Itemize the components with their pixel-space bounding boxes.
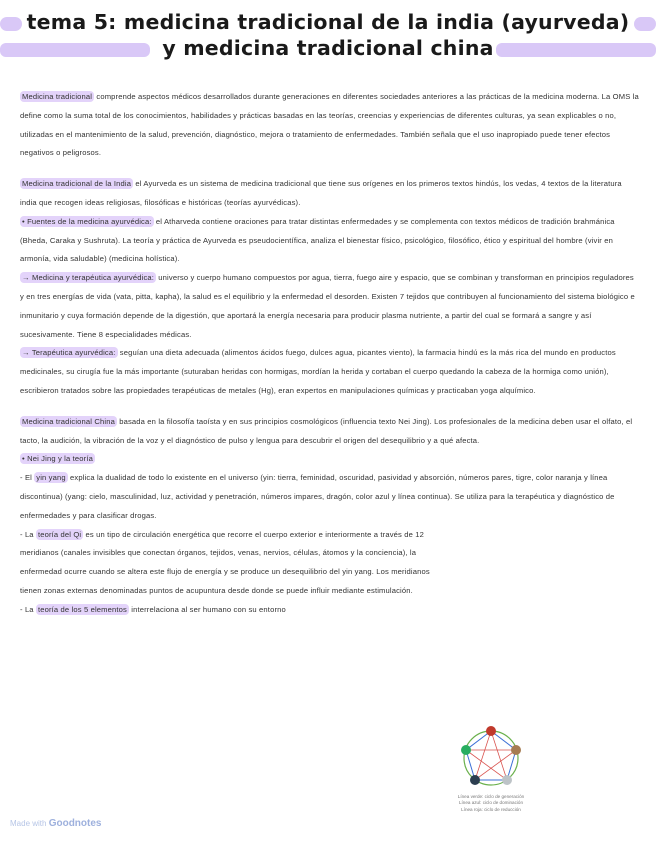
term-5-elementos: teoría de los 5 elementos (37, 604, 127, 614)
term-medicina-india: Medicina tradicional de la India (22, 179, 132, 189)
paragraph-text: basada en la filosofía taoísta y en sus principios cosmológicos (influencia texto Nei Jing). Los profesionales de la medicina deben usar el olfato, el tacto, la audición, la vibración de la voz y el diagnóstico de pulso y lengua para descubrir el origen del desequilibrio y a qué afecta. (20, 416, 633, 445)
term-nei-jing: • Nei Jing y la teoría (22, 454, 93, 464)
metal-element (502, 775, 512, 785)
title-block (0, 10, 656, 62)
paragraph-china (20, 413, 640, 451)
diagram-caption (442, 794, 540, 813)
term-medicina-china: Medicina tradicional China (22, 416, 115, 426)
paragraph-lead: - La (20, 529, 34, 539)
earth-element (511, 745, 521, 755)
water-element (470, 775, 480, 785)
fire-element (486, 726, 496, 736)
term-fuentes: • Fuentes de la medicina ayurvédica: (22, 216, 152, 226)
term-terapeutica: → Terapéutica ayurvédica: (22, 348, 116, 358)
title-text-2: y medicina tradicional china (162, 36, 494, 60)
goodnotes-badge (10, 818, 101, 829)
title-line-2 (0, 36, 656, 62)
title-bar-right-2 (496, 43, 656, 57)
reduction-star (466, 731, 516, 780)
caption-blue: Línea azul: ciclo de dominación (458, 800, 524, 806)
caption-red: Línea roja: ciclo de reducción (461, 806, 521, 812)
paragraph-text: explica la dualidad de todo lo existente en el universo (yin: tierra, feminidad, oscuridad, pasividad y absorción, números pares, tigre, color naranja y línea discontinua) (yang: cielo, masculinidad, luz, actividad y penetración, números impares, dragón, color azul y línea continua). Se utiliza para la terapéutica y diagnóstico de enfermedades y para clasificar drogas. (20, 473, 615, 520)
title-bar-left (0, 17, 22, 31)
term-medicina-tradicional: Medicina tradicional (22, 92, 93, 101)
paragraph-qi (20, 526, 440, 601)
paragraph-fuentes (20, 213, 640, 269)
paragraph-text: universo y cuerpo humano compuestos por agua, tierra, fuego aire y espacio, que se combinan y transforman en principios reguladores y en tres energías de vida (vata, pitta, kapha), la salud es el equilibrio y la enfermedad el desorden. Existen 7 tejidos que contribuyen al funcionamiento del sistema biológico e inmunitario y cuya formación depende de la digestión, que aportará la energía necesaria para producir plasma nutriente, a partir del cual se formará a sangre y así sucesivamente. Tiene 8 especialidades médicas. (20, 273, 635, 339)
paragraph-medicina-terapeutica (20, 269, 640, 344)
note-content (20, 88, 640, 620)
paragraph-lead: - El (20, 473, 32, 483)
paragraph-medicina-tradicional (20, 88, 640, 163)
term-medicina-terapeutica: → Medicina y terapéutica ayurvédica: (22, 273, 155, 283)
title-text-1: tema 5: medicina tradicional de la india (ayurveda) (26, 10, 630, 34)
paragraph-5-elementos (20, 601, 440, 620)
paragraph-text: seguían una dieta adecuada (alimentos ácidos fuego, dulces agua, picantes viento), la farmacia hindú es la más rica del mundo en productos medicinales, su cirugía fue la más importante (suturaban heridas con hormigas, mordían la herida y cortaban el cuerpo quedando la cabeza de la hormiga como unión), escribieron tratados sobre las propiedades terapéuticas de metales (Hg), eran expertos en manipulaciones químicas y practicaban yoga alquímico. (20, 348, 616, 395)
paragraph-yin-yang (20, 469, 640, 525)
badge-prefix: Made with (10, 819, 47, 828)
badge-brand: Goodnotes (48, 818, 102, 829)
wood-element (461, 745, 471, 755)
paragraph-india (20, 175, 640, 213)
paragraph-terapeutica (20, 344, 640, 400)
paragraph-text: es un tipo de circulación energética que recorre el cuerpo exterior e interiormente a través de 12 meridianos (canales invisibles que conectan órganos, tejidos, venas, nervios, células, átomos y la conciencia), la enfermedad ocurre cuando se altera este flujo de energía y se produce un desequilibrio del yin yang. Los meridianos tienen zonas externas denominadas puntos de acupuntura desde donde se puede influir mediante estimulación. (20, 529, 430, 595)
five-elements-diagram (442, 722, 540, 813)
title-line-1 (0, 10, 656, 36)
term-qi: teoría del Qi (37, 529, 82, 539)
paragraph-text: el Ayurveda es un sistema de medicina tradicional que tiene sus orígenes en los primeros textos hindús, los vedas, 4 textos de la literatura india que recogen ideas religiosas, filosóficas e históricas (teorías ayurvédicas). (20, 179, 622, 207)
five-elements-chart (454, 722, 528, 792)
paragraph-text: el Atharveda contiene oraciones para tratar distintas enfermedades y se complementa con textos médicos de tradición brahmánica (Bheda, Caraka y Sushruta). La teoría y práctica de Ayurveda es pseudocientífica, analiza el bienestar físico, psicológico, filosófico, ético y espiritual del hombre (vivir en armonía, vida saludable) (medicina holística). (20, 216, 615, 264)
paragraph-text: interrelaciona al ser humano con su entorno (131, 604, 286, 614)
term-yin-yang: yin yang (36, 473, 66, 483)
paragraph-nei-jing (20, 450, 640, 469)
paragraph-lead: - La (20, 604, 34, 614)
title-bar-right (634, 17, 656, 31)
title-bar-left-2 (0, 43, 150, 57)
caption-green: Línea verde: ciclo de generación (457, 794, 525, 799)
paragraph-text: comprende aspectos médicos desarrollados durante generaciones en diferentes sociedades anteriores a las prácticas de la medicina moderna. La OMS la define como la suma total de los conocimientos, habilidades y prácticas basadas en las teorías, creencias y experiencias de diferentes culturas, ya sean explicables o no, utilizadas en el mantenimiento de la salud, prevención, diagnóstico, mejora o tratamiento de enfermedades. También señala que el uso inapropiado puede tener efectos negativos o peligrosos. (20, 92, 639, 158)
